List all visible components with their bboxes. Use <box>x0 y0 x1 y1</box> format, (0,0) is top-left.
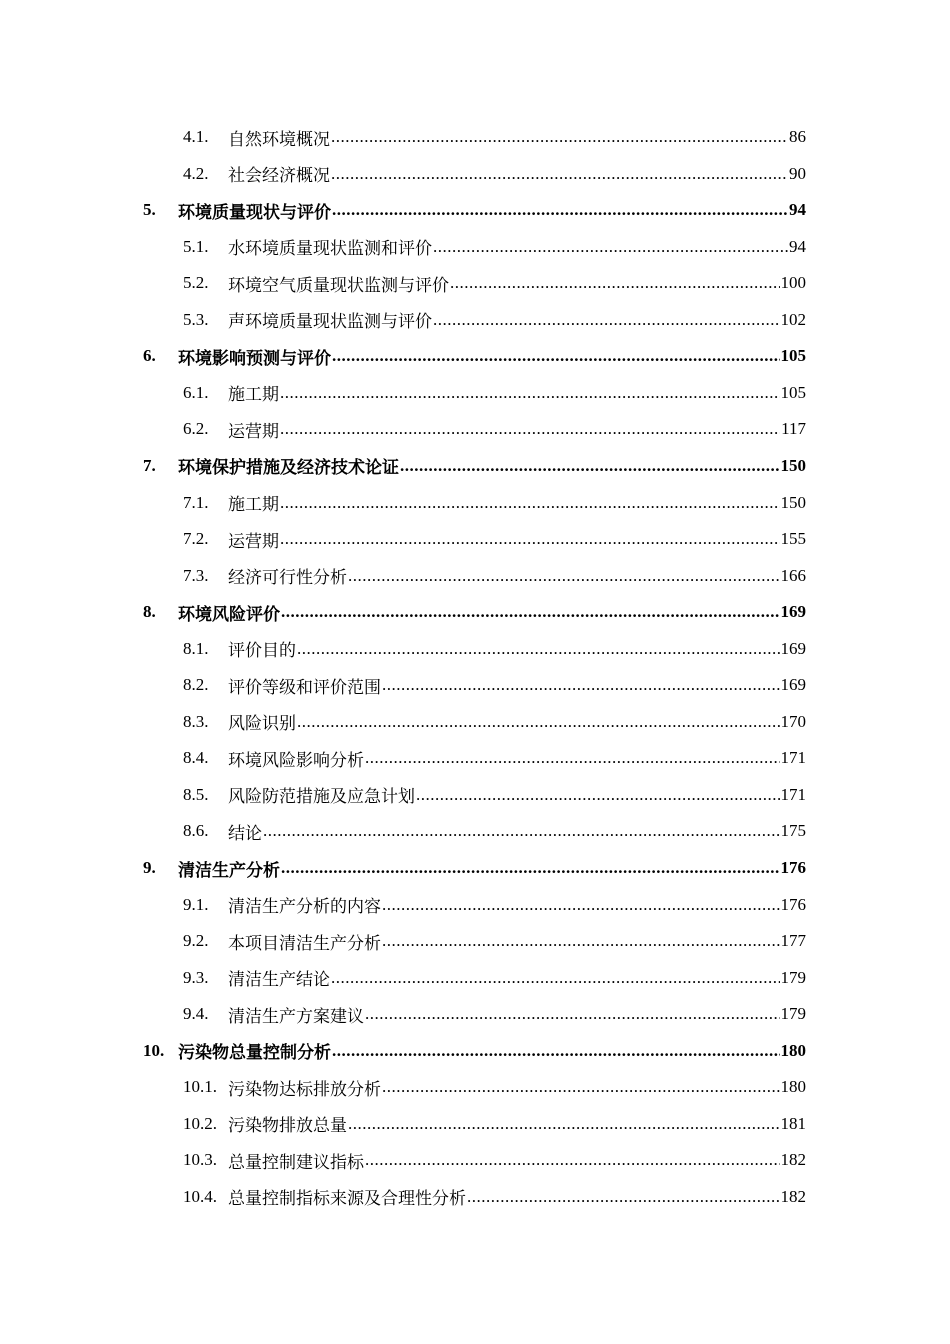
dot-leader <box>281 857 780 879</box>
toc-section-entry[interactable] <box>183 1106 806 1142</box>
toc-entry-title: 清洁生产方案建议 <box>228 1006 364 1026</box>
toc-chapter-entry[interactable] <box>143 850 806 886</box>
toc-section-entry[interactable] <box>183 265 806 301</box>
toc-entry-page-number: 179 <box>780 967 806 987</box>
toc-entry-title: 运营期 <box>228 531 279 551</box>
dot-leader <box>416 784 780 806</box>
toc-entry-page-number: 117 <box>781 419 806 439</box>
toc-entry-number: 4.1. <box>183 127 209 146</box>
toc-entry-page-number: 169 <box>780 602 806 622</box>
dot-leader <box>382 894 780 916</box>
toc-entry-page-number: 182 <box>780 1186 806 1206</box>
toc-section-entry[interactable] <box>183 777 806 813</box>
dot-leader <box>450 272 780 294</box>
toc-entry-title: 清洁生产分析的内容 <box>228 897 381 917</box>
toc-section-entry[interactable] <box>183 375 806 411</box>
toc-entry-page-number: 176 <box>780 858 806 877</box>
toc-entry-title: 施工期 <box>228 385 279 405</box>
dot-leader <box>331 967 780 989</box>
toc-entry-title: 经济可行性分析 <box>228 568 347 588</box>
dot-leader <box>280 528 780 550</box>
toc-section-entry[interactable] <box>183 411 806 447</box>
toc-entry-title: 风险识别 <box>228 714 296 734</box>
toc-entry-page-number: 176 <box>780 894 806 914</box>
toc-entry-number: 5.1. <box>183 236 209 256</box>
toc-entry-page-number: 181 <box>780 1113 806 1133</box>
toc-entry-title: 总量控制建议指标 <box>228 1152 364 1172</box>
dot-leader <box>400 455 780 477</box>
toc-entry-title: 社会经济概况 <box>228 166 330 186</box>
dot-leader <box>365 1003 780 1025</box>
toc-section-entry[interactable] <box>183 302 806 338</box>
toc-entry-number: 6. <box>143 346 156 366</box>
toc-section-entry[interactable] <box>183 740 806 776</box>
toc-entry-page-number: 177 <box>780 931 806 951</box>
toc-chapter-entry[interactable] <box>143 1033 806 1069</box>
toc-entry-number: 8.2. <box>183 675 209 695</box>
toc-section-entry[interactable] <box>183 813 806 849</box>
toc-entry-title: 环境风险影响分析 <box>228 750 364 770</box>
toc-entry-number: 4.2. <box>183 163 209 183</box>
toc-entry-number: 8.4. <box>183 748 209 768</box>
toc-entry-title: 评价目的 <box>228 641 296 661</box>
toc-entry-page-number: 150 <box>780 492 806 512</box>
toc-entry-number: 10.3. <box>183 1150 217 1170</box>
toc-entry-number: 8.5. <box>183 784 209 804</box>
toc-entry-title: 环境风险评价 <box>178 604 280 624</box>
toc-entry-page-number: 182 <box>780 1150 806 1170</box>
dot-leader <box>332 1040 780 1062</box>
toc-entry-number: 10.2. <box>183 1113 217 1133</box>
toc-entry-page-number: 171 <box>780 784 806 804</box>
dot-leader <box>382 1076 780 1098</box>
dot-leader <box>281 601 780 623</box>
toc-entry-page-number: 105 <box>780 346 806 366</box>
toc-entry-page-number: 86 <box>789 127 806 146</box>
toc-section-entry[interactable] <box>183 558 806 594</box>
toc-chapter-entry[interactable] <box>143 192 806 228</box>
toc-entry-number: 9.1. <box>183 894 209 914</box>
toc-entry-number: 8.3. <box>183 711 209 731</box>
toc-entry-number: 6.2. <box>183 419 209 439</box>
toc-entry-page-number: 166 <box>780 565 806 585</box>
dot-leader <box>332 345 780 367</box>
toc-entry-page-number: 171 <box>780 748 806 768</box>
toc-section-entry[interactable] <box>183 960 806 996</box>
toc-entry-page-number: 180 <box>780 1077 806 1097</box>
toc-entry-title: 污染物排放总量 <box>228 1116 347 1136</box>
dot-leader <box>280 492 780 514</box>
toc-entry-title: 污染物总量控制分析 <box>178 1043 331 1063</box>
dot-leader <box>365 747 780 769</box>
toc-entry-title: 评价等级和评价范围 <box>228 677 381 697</box>
toc-entry-title: 总量控制指标来源及合理性分析 <box>228 1189 466 1209</box>
toc-chapter-entry[interactable] <box>143 338 806 374</box>
toc-entry-number: 10. <box>143 1040 165 1060</box>
toc-entry-title: 风险防范措施及应急计划 <box>228 787 415 807</box>
toc-entry-page-number: 170 <box>780 711 806 731</box>
toc-entry-title: 环境质量现状与评价 <box>178 202 331 222</box>
dot-leader <box>365 1149 780 1171</box>
toc-entry-number: 10.4. <box>183 1186 217 1206</box>
dot-leader <box>280 382 780 404</box>
toc-section-entry[interactable] <box>183 996 806 1032</box>
dot-leader <box>297 711 780 733</box>
dot-leader <box>263 820 780 842</box>
toc-entry-page-number: 102 <box>780 309 806 329</box>
toc-section-entry[interactable] <box>183 1142 806 1178</box>
toc-section-entry[interactable] <box>183 667 806 703</box>
toc-section-entry[interactable] <box>183 1069 806 1105</box>
toc-chapter-entry[interactable] <box>143 594 806 630</box>
toc-entry-title: 清洁生产分析 <box>178 860 280 880</box>
toc-entry-title: 本项目清洁生产分析 <box>228 933 381 953</box>
toc-entry-title: 环境保护措施及经济技术论证 <box>178 458 399 478</box>
toc-entry-number: 5. <box>143 200 156 220</box>
toc-entry-number: 9. <box>143 858 156 877</box>
dot-leader <box>382 674 780 696</box>
toc-entry-title: 清洁生产结论 <box>228 970 330 990</box>
toc-entry-number: 9.2. <box>183 931 209 951</box>
dot-leader <box>331 163 788 185</box>
toc-entry-number: 10.1. <box>183 1077 217 1097</box>
toc-section-entry[interactable] <box>183 485 806 521</box>
toc-entry-page-number: 175 <box>780 821 806 841</box>
toc-entry-page-number: 94 <box>789 236 806 256</box>
dot-leader <box>348 565 780 587</box>
dot-leader <box>348 1113 780 1135</box>
toc-section-entry[interactable] <box>183 631 806 667</box>
toc-entry-page-number: 180 <box>780 1040 806 1060</box>
toc-entry-title: 水环境质量现状监测和评价 <box>228 239 432 259</box>
toc-entry-number: 7.3. <box>183 565 209 585</box>
toc-entry-number: 7.1. <box>183 492 209 512</box>
toc-entry-title: 声环境质量现状监测与评价 <box>228 312 432 332</box>
toc-entry-number: 9.4. <box>183 1004 209 1024</box>
toc-entry-page-number: 169 <box>780 638 806 658</box>
toc-entry-page-number: 179 <box>780 1004 806 1024</box>
dot-leader <box>467 1186 780 1208</box>
toc-entry-number: 8.1. <box>183 638 209 658</box>
toc-entry-title: 施工期 <box>228 495 279 514</box>
toc-entry-page-number: 169 <box>780 675 806 695</box>
toc-entry-title: 运营期 <box>228 421 279 441</box>
toc-entry-title: 结论 <box>228 823 262 843</box>
toc-section-entry[interactable] <box>183 119 806 155</box>
toc-section-entry[interactable] <box>183 923 806 959</box>
toc-entry-page-number: 105 <box>780 382 806 402</box>
dot-leader <box>433 309 780 331</box>
toc-entry-page-number: 150 <box>780 455 806 475</box>
toc-entry-number: 5.2. <box>183 273 209 293</box>
toc-section-entry[interactable] <box>183 156 806 192</box>
toc-entry-number: 8. <box>143 602 156 622</box>
toc-entry-title: 污染物达标排放分析 <box>228 1079 381 1099</box>
toc-entry-title: 环境空气质量现状监测与评价 <box>228 275 449 295</box>
dot-leader <box>297 638 780 660</box>
toc-entry-title: 自然环境概况 <box>228 129 330 149</box>
toc-entry-number: 7.2. <box>183 529 209 549</box>
toc-section-entry[interactable] <box>183 229 806 265</box>
toc-section-entry[interactable] <box>183 1179 806 1215</box>
toc-entry-page-number: 155 <box>780 529 806 549</box>
toc-section-entry[interactable] <box>183 887 806 923</box>
toc-entry-number: 6.1. <box>183 382 209 402</box>
toc-entry-number: 7. <box>143 455 156 475</box>
toc-entry-page-number: 90 <box>789 163 806 183</box>
dot-leader <box>433 236 788 258</box>
toc-entry-page-number: 100 <box>780 273 806 293</box>
toc-section-entry[interactable] <box>183 521 806 557</box>
dot-leader <box>332 199 788 221</box>
toc-entry-title: 环境影响预测与评价 <box>178 348 331 368</box>
toc-entry-number: 9.3. <box>183 967 209 987</box>
dot-leader <box>382 930 780 952</box>
toc-section-entry[interactable] <box>183 704 806 740</box>
toc-entry-number: 5.3. <box>183 309 209 329</box>
dot-leader <box>280 418 780 440</box>
toc-chapter-entry[interactable] <box>143 448 806 484</box>
toc-entry-number: 8.6. <box>183 821 209 841</box>
toc-entry-page-number: 94 <box>789 200 806 220</box>
dot-leader <box>331 126 788 148</box>
